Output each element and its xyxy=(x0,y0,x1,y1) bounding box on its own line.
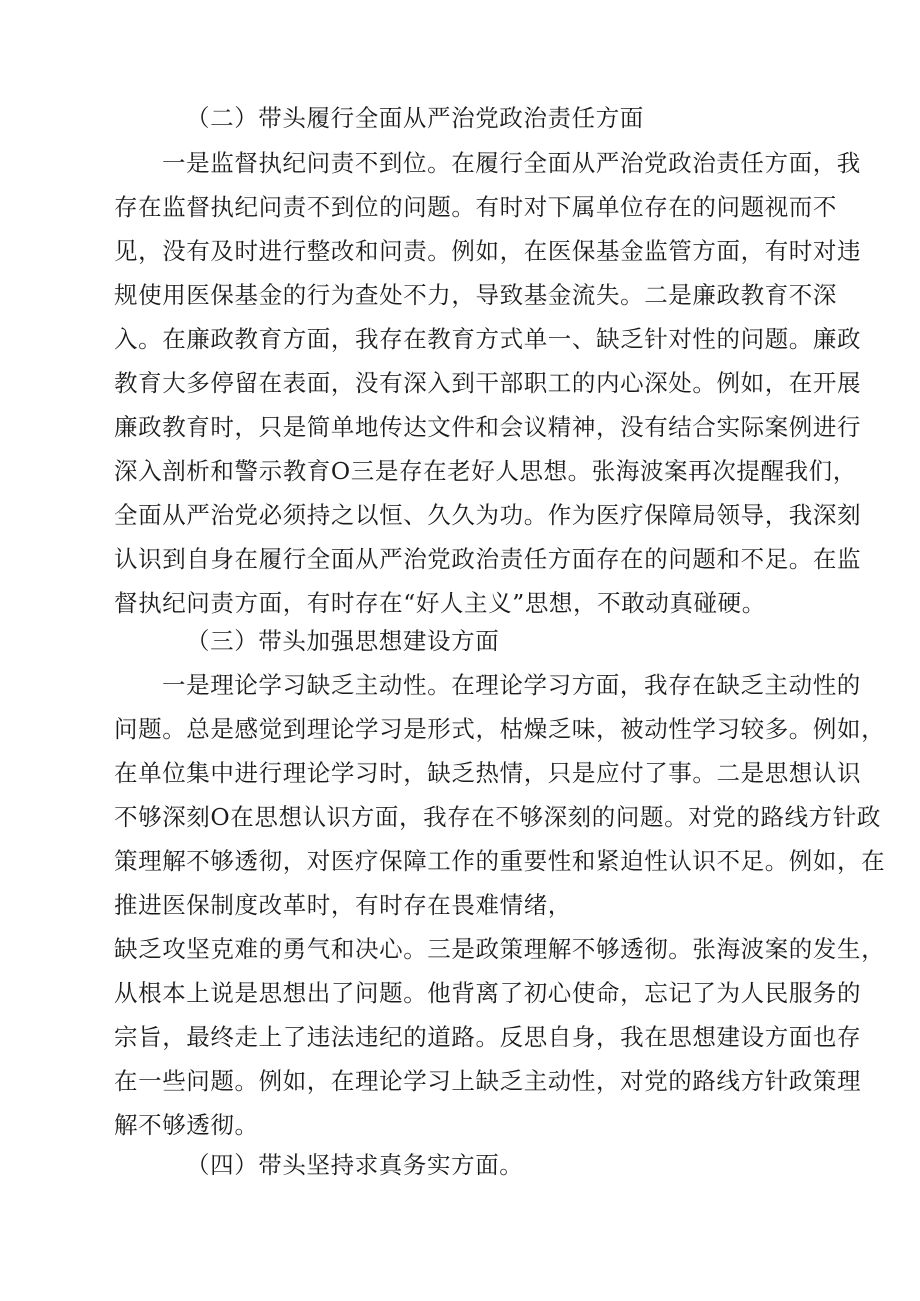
section-heading-4: （四）带头坚持求真务实方面。 xyxy=(186,1151,524,1179)
paragraph-line: 存在监督执纪问责不到位的问题。有时对下属单位存在的问题视而不 xyxy=(114,193,837,221)
paragraph-line: 策理解不够透彻，对医疗保障工作的重要性和紧迫性认识不足。例如，在 xyxy=(114,847,886,875)
paragraph-line: 在单位集中进行理论学习时，缺乏热情，只是应付了事。二是思想认识 xyxy=(114,759,862,787)
paragraph-line: 一是监督执纪问责不到位。在履行全面从严治党政治责任方面，我 xyxy=(162,149,861,177)
section-heading-2: （二）带头履行全面从严治党政治责任方面 xyxy=(186,104,644,132)
paragraph-line: 认识到自身在履行全面从严治党政治责任方面存在的问题和不足。在监 xyxy=(114,545,862,573)
paragraph-line: 从根本上说是思想出了问题。他背离了初心使命，忘记了为人民服务的 xyxy=(114,979,862,1007)
paragraph-line: 缺乏攻坚克难的勇气和决心。三是政策理解不够透彻。张海波案的发生， xyxy=(114,935,886,963)
paragraph-line: 在一些问题。例如，在理论学习上缺乏主动性，对党的路线方针政策理 xyxy=(114,1067,862,1095)
paragraph-line: 入。在廉政教育方面，我存在教育方式单一、缺乏针对性的问题。廉政 xyxy=(114,325,862,353)
paragraph-line: 问题。总是感觉到理论学习是形式，枯燥乏味，被动性学习较多。例如， xyxy=(114,715,886,743)
paragraph-line: 督执纪问责方面，有时存在“好人主义”思想，不敢动真碰硬。 xyxy=(114,589,766,617)
paragraph-line: 不够深刻O在思想认识方面，我存在不够深刻的问题。对党的路线方针政 xyxy=(114,803,881,831)
paragraph-line: 推进医保制度改革时，有时存在畏难情绪， xyxy=(114,891,572,919)
paragraph-line: 解不够透彻。 xyxy=(114,1111,259,1139)
paragraph-line: 教育大多停留在表面，没有深入到干部职工的内心深处。例如，在开展 xyxy=(114,369,862,397)
paragraph-line: 廉政教育时，只是简单地传达文件和会议精神，没有结合实际案例进行 xyxy=(114,413,862,441)
paragraph-line: 宗旨，最终走上了违法违纪的道路。反思自身，我在思想建设方面也存 xyxy=(114,1023,862,1051)
section-heading-3: （三）带头加强思想建设方面 xyxy=(186,627,500,655)
paragraph-line: 深入剖析和警示教育O三是存在老好人思想。张海波案再次提醒我们， xyxy=(114,457,857,485)
paragraph-line: 一是理论学习缺乏主动性。在理论学习方面，我存在缺乏主动性的 xyxy=(162,671,861,699)
paragraph-line: 全面从严治党必须持之以恒、久久为功。作为医疗保障局领导，我深刻 xyxy=(114,501,862,529)
paragraph-line: 规使用医保基金的行为查处不力，导致基金流失。二是廉政教育不深 xyxy=(114,281,837,309)
paragraph-line: 见，没有及时进行整改和问责。例如，在医保基金监管方面，有时对违 xyxy=(114,237,862,265)
